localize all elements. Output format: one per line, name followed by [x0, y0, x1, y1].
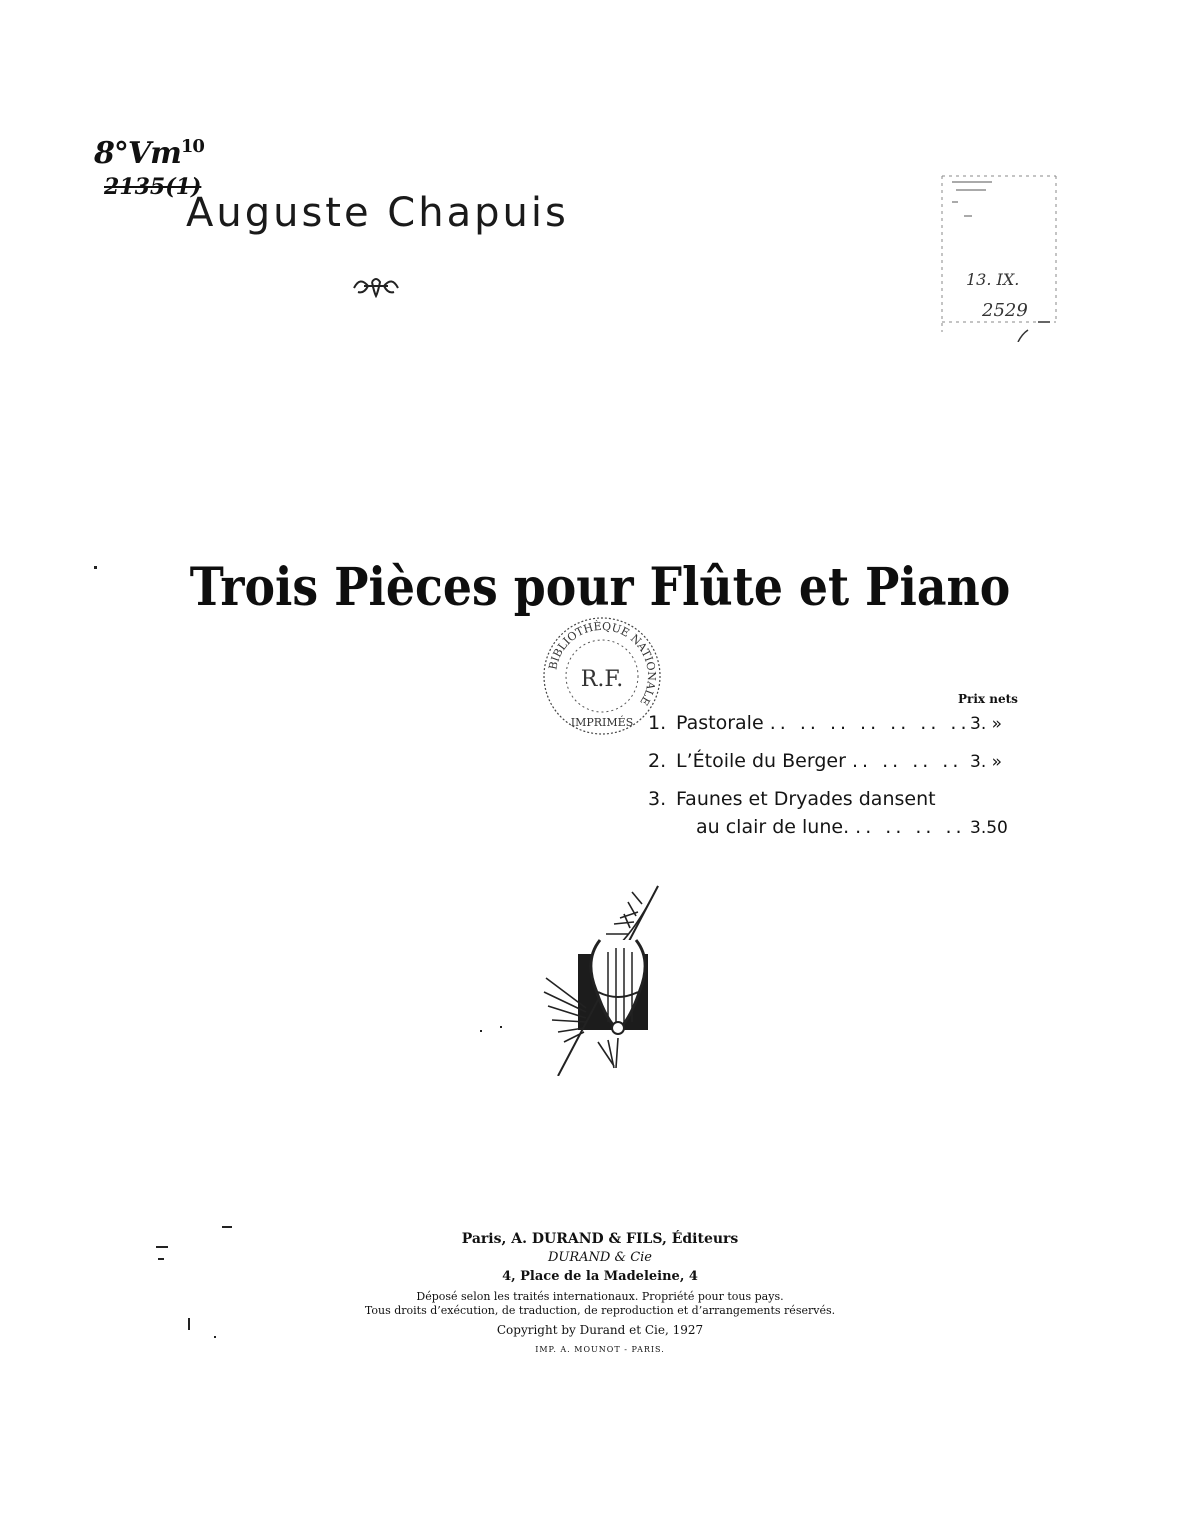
piece-row-3-continued	[696, 816, 966, 838]
piece-row-3	[648, 788, 936, 810]
leader-dots: .. .. .. .. .. .. ..	[769, 712, 971, 734]
piece-row-2	[648, 750, 962, 772]
leader-dots: .. .. .. ..	[855, 816, 966, 838]
speck	[94, 566, 97, 569]
ribbon-ornament-icon	[350, 272, 402, 298]
piece-row-1	[648, 712, 971, 734]
speck	[156, 1246, 168, 1248]
speck	[214, 1336, 216, 1338]
library-accession-stamp	[938, 172, 1062, 342]
composer-name: Auguste Chapuis	[186, 190, 569, 236]
copyright-line: Copyright by Durand et Cie, 1927	[496, 1323, 704, 1337]
legal-line-1: Déposé selon les traités internationaux. Propriété pour tous pays.	[416, 1290, 784, 1303]
piece-price-3: 3.50	[970, 818, 1008, 838]
stamp-number: 2529	[982, 300, 1028, 321]
shelfmark-sup: 10	[180, 136, 204, 157]
address-line: 4, Place de la Madeleine, 4	[502, 1269, 698, 1284]
shelfmark-code: 8°Vm	[94, 136, 181, 171]
speck	[158, 1258, 164, 1260]
piece-number: 1.	[648, 712, 667, 734]
publisher-alt-line: DURAND & Cie	[548, 1250, 652, 1265]
piece-title: L’Étoile du Berger	[676, 750, 846, 772]
legal-line-2: Tous droits d’exécution, de traduction, de reproduction et d’arrangements réservés.	[364, 1304, 836, 1317]
shelfmark-line1	[94, 136, 204, 171]
piece-number: 3.	[648, 788, 667, 810]
stamp-ring-text: BIBLIOTHÈQUE NATIONALE	[546, 619, 659, 708]
stamp-bottom-text: IMPRIMÉS	[570, 716, 634, 729]
page-title: Trois Pièces pour Flûte et Piano	[189, 557, 1011, 618]
piece-title: Faunes et Dryades dansent	[676, 788, 936, 810]
speck	[188, 1318, 190, 1330]
bibliotheque-nationale-stamp	[540, 614, 664, 738]
piece-price-2: 3. »	[970, 752, 1003, 772]
speck	[222, 1226, 232, 1228]
prices-header: Prix nets	[958, 692, 1018, 706]
stamp-center-text: R.F.	[580, 667, 624, 692]
printer-line: IMP. A. MOUNOT - PARIS.	[535, 1345, 665, 1354]
piece-title: Pastorale	[676, 712, 764, 734]
lyre-emblem-icon	[538, 882, 664, 1076]
piece-number: 2.	[648, 750, 667, 772]
speck	[480, 1030, 482, 1032]
publisher-line: Paris, A. DURAND & FILS, Éditeurs	[461, 1231, 739, 1247]
speck	[500, 1026, 502, 1028]
piece-title-line2: au clair de lune.	[696, 816, 850, 838]
leader-dots: .. .. .. ..	[851, 750, 963, 772]
stamp-date: 13. IX.	[966, 270, 1020, 289]
handwritten-shelfmark	[88, 130, 204, 210]
shelfmark-line2: 2135(1)	[104, 174, 202, 200]
piece-price-1: 3. »	[970, 714, 1003, 734]
